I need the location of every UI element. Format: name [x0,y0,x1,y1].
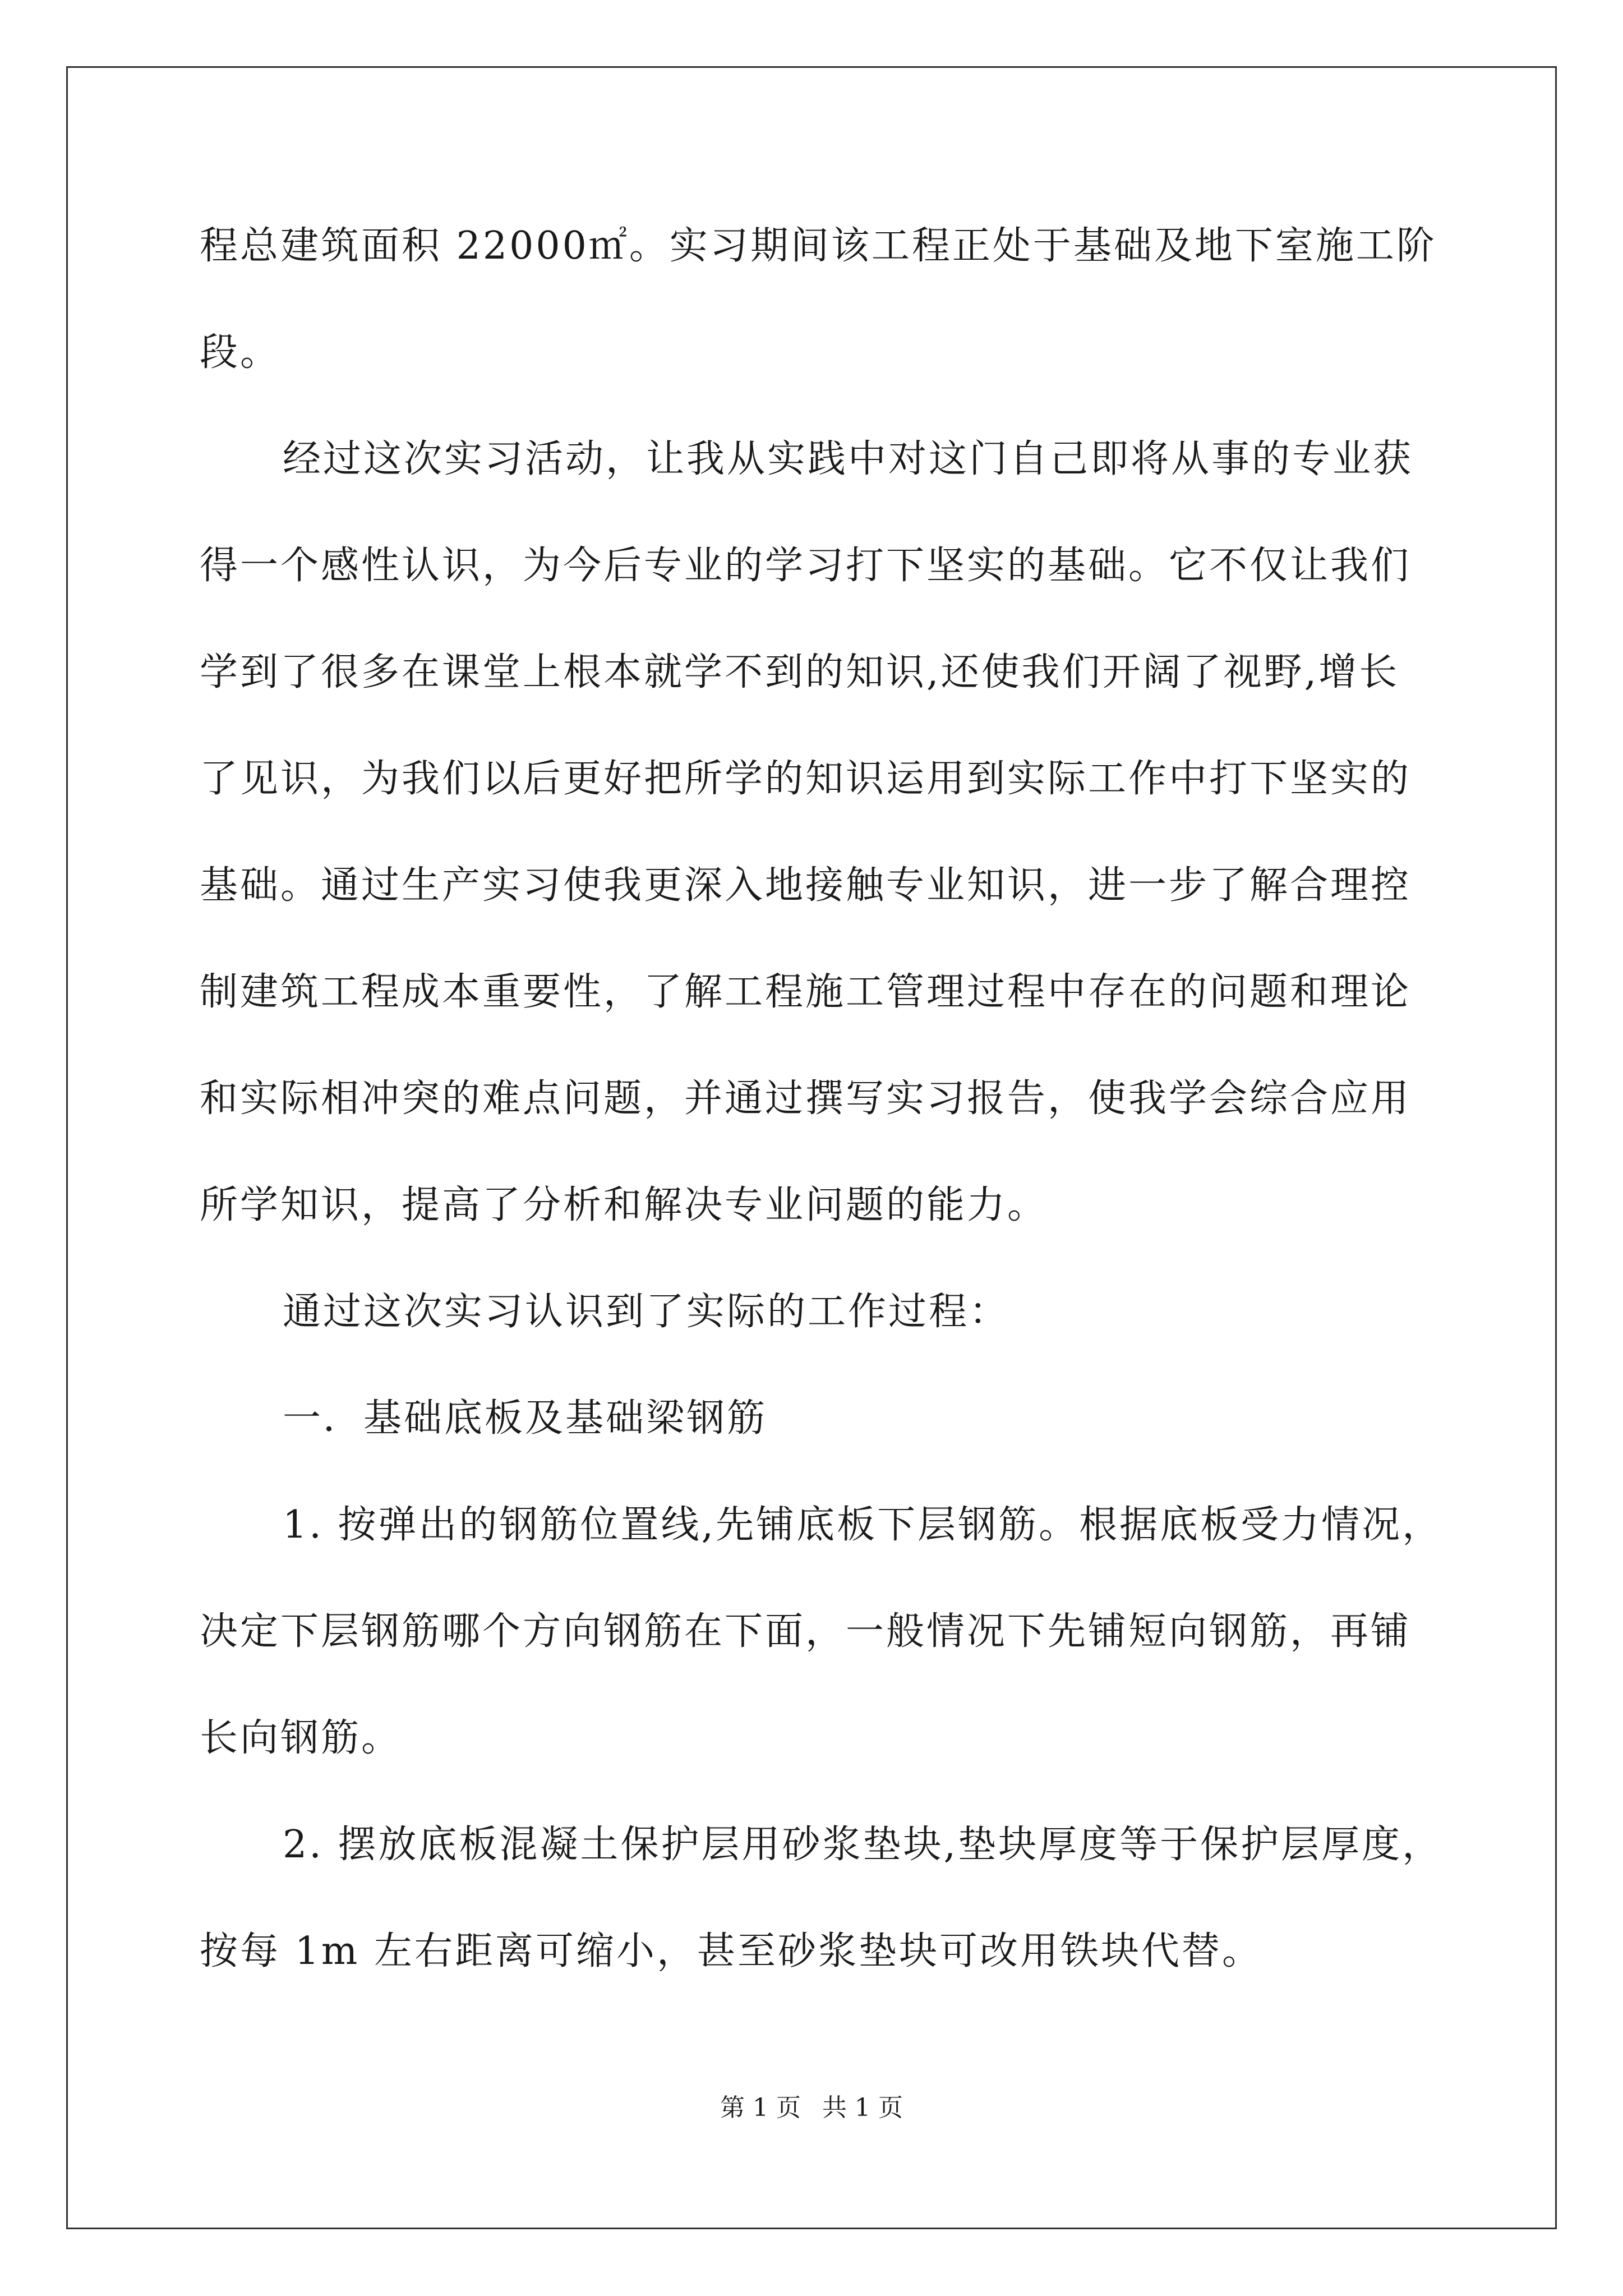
paragraph-start-line: 经过这次实习活动，让我从实践中对这门自己即将从事的专业获 [283,437,1414,481]
page-footer [0,2091,1623,2125]
text-line: 所学知识，提高了分析和解决专业问题的能力。 [200,1183,1048,1227]
text-line: 学到了很多在课堂上根本就学不到的知识,还使我们开阔了视野,增长 [200,650,1400,694]
document-body [200,215,1443,2027]
text-line: 基础。通过生产实习使我更深入地接触专业知识，进一步了解合理控 [200,863,1412,908]
text-line: 决定下层钢筋哪个方向钢筋在下面，一般情况下先铺短向钢筋，再铺 [200,1609,1412,1654]
text-line: 制建筑工程成本重要性，了解工程施工管理过程中存在的问题和理论 [200,970,1412,1014]
text-line: 得一个感性认识，为今后专业的学习打下坚实的基础。它不仅让我们 [200,544,1412,588]
list-item-start-line: 2. 摆放底板混凝土保护层用砂浆垫块,垫块厚度等于保护层厚度， [283,1823,1443,1867]
list-item-start-line: 1. 按弹出的钢筋位置线,先铺底板下层钢筋。根据底板受力情况， [283,1503,1443,1547]
text-line: 长向钢筋。 [200,1716,402,1760]
text-line: 程总建筑面积 22000㎡。实习期间该工程正处于基础及地下室施工阶 [200,224,1437,268]
section-heading: 一．基础底板及基础梁钢筋 [283,1396,768,1441]
paragraph-start-line: 通过这次实习认识到了实际的工作过程： [283,1290,1010,1334]
text-line: 按每 1m 左右距离可缩小，甚至砂浆垫块可改用铁块代替。 [200,1929,1262,1973]
page-number: 第 1 页 [720,2093,801,2122]
text-line: 段。 [200,330,281,375]
page-total: 共 1 页 [822,2093,903,2122]
text-line: 和实际相冲突的难点问题，并通过撰写实习报告，使我学会综合应用 [200,1076,1412,1121]
text-line: 了见识，为我们以后更好把所学的知识运用到实际工作中打下坚实的 [200,757,1412,801]
